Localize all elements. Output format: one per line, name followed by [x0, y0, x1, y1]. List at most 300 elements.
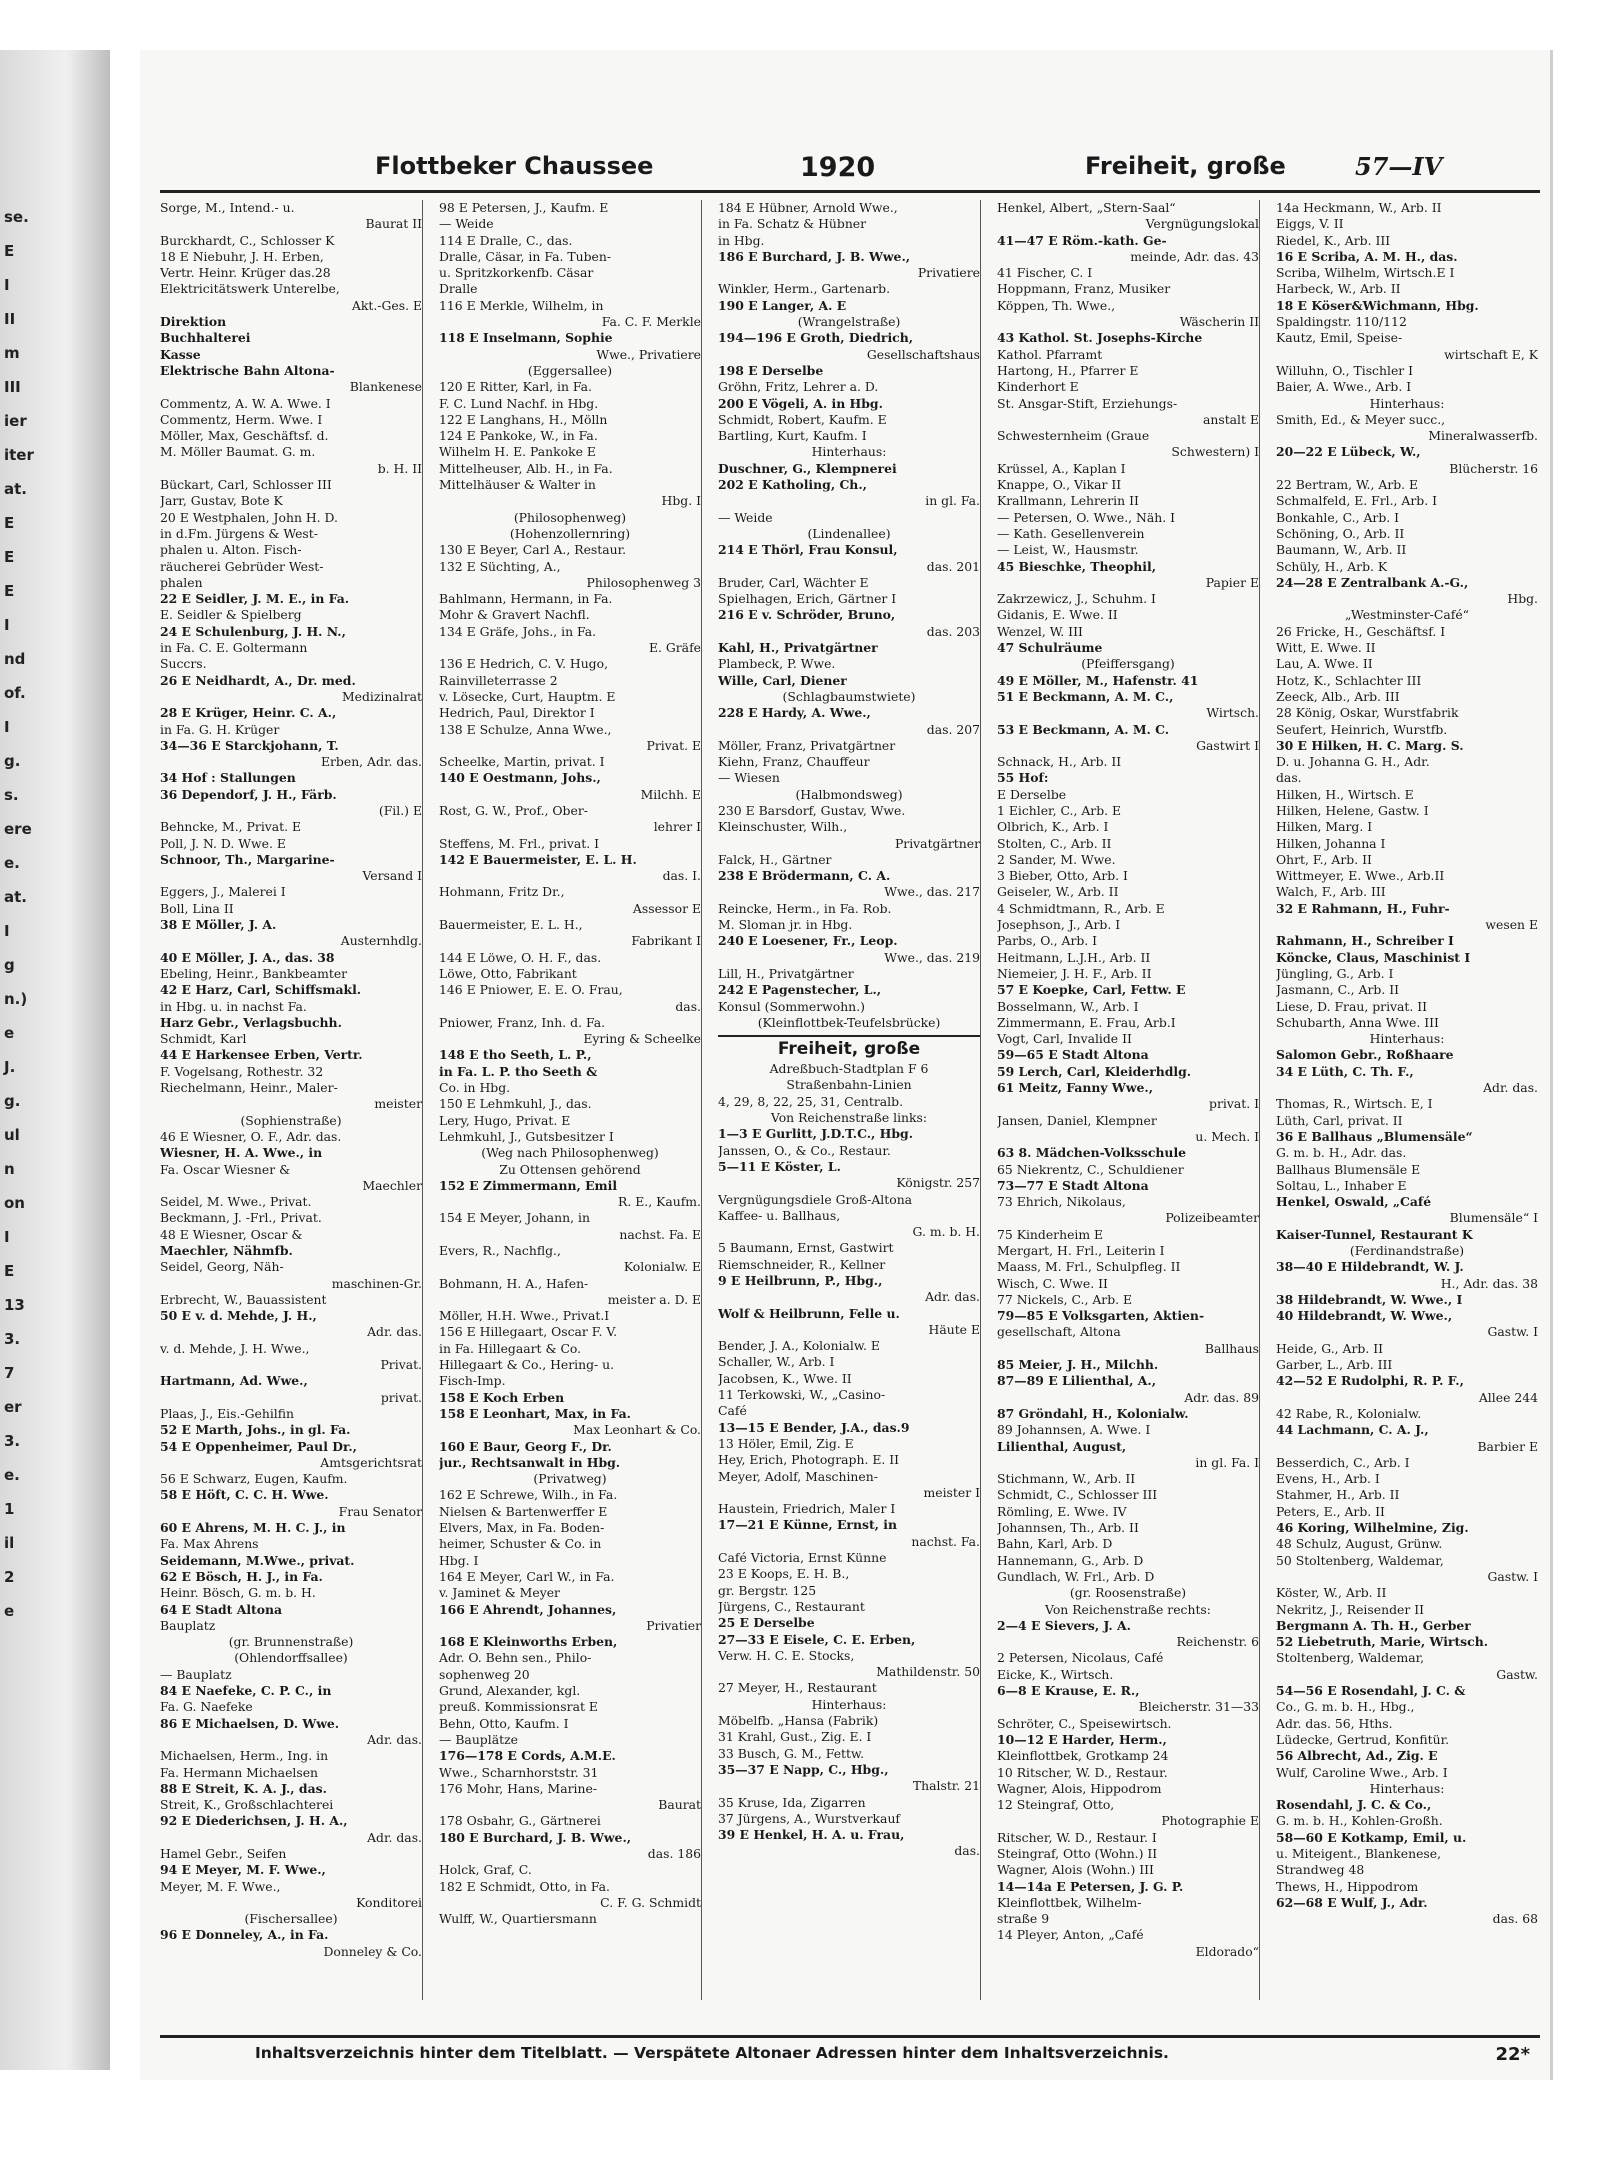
directory-line: 73—77 E Stadt Altona	[997, 1177, 1149, 1193]
directory-line: Geiseler, W., Arb. II	[997, 884, 1119, 900]
directory-line: Sorge, M., Intend.- u.	[160, 200, 295, 215]
directory-line: Blücherstr. 16	[1449, 460, 1538, 476]
directory-line: Thomas, R., Wirtsch. E, I	[1276, 1096, 1433, 1112]
gutter-fragment: 1	[4, 1500, 15, 1518]
directory-line: Schaller, W., Arb. I	[718, 1354, 835, 1370]
directory-line: 158 E Koch Erben	[439, 1389, 565, 1405]
directory-line: 162 E Schrewe, Wilh., in Fa.	[439, 1487, 618, 1503]
gutter-fragment: il	[4, 1534, 15, 1552]
directory-line: Kathol. Pfarramt	[997, 346, 1103, 362]
directory-line: 5 Baumann, Ernst, Gastwirt	[718, 1240, 894, 1256]
directory-line: — Bauplatz	[160, 1666, 232, 1682]
directory-line: 36 Dependorf, J. H., Färb.	[160, 786, 337, 802]
directory-line: 13 Höler, Emil, Zig. E	[718, 1435, 854, 1451]
directory-line: 114 E Dralle, C., das.	[439, 232, 573, 248]
directory-line: 10—12 E Harder, Herm.,	[997, 1731, 1167, 1747]
directory-line: Privat. E	[646, 737, 701, 753]
directory-line: 53 E Beckmann, A. M. C.	[997, 721, 1170, 737]
directory-line: — Weide	[718, 509, 773, 525]
directory-line: Wenzel, W. III	[997, 623, 1083, 639]
directory-line: 58 E Höft, C. C. H. Wwe.	[160, 1487, 329, 1503]
directory-line: Stahmer, H., Arb. II	[1276, 1487, 1400, 1503]
directory-line: Hinterhaus:	[1369, 395, 1445, 411]
directory-line: 20 E Westphalen, John H. D.	[160, 509, 338, 525]
directory-line: Milchh. E	[640, 786, 701, 802]
directory-line: 142 E Bauermeister, E. L. H.	[439, 851, 637, 867]
directory-line: Henkel, Albert, „Stern-Saal“	[997, 200, 1176, 215]
directory-line: 41—47 E Röm.-kath. Ge-	[997, 232, 1167, 248]
directory-line: Privatgärtner	[894, 835, 980, 851]
directory-line: (Wrangelstraße)	[797, 314, 901, 330]
directory-line: Verw. H. C. E. Stocks,	[718, 1647, 855, 1663]
directory-line: 22 E Seidler, J. M. E., in Fa.	[160, 591, 350, 607]
directory-line: 44 E Harkensee Erben, Vertr.	[160, 1047, 363, 1063]
directory-line: Schnack, H., Arb. II	[997, 754, 1122, 770]
directory-line: Hilken, Helene, Gastw. I	[1276, 802, 1429, 818]
gutter-fragment: on	[4, 1194, 25, 1212]
directory-line: in Fa. Hillegaart & Co.	[439, 1340, 582, 1356]
directory-line: räucherei Gebrüder West-	[160, 558, 324, 574]
directory-line: Barbier E	[1477, 1438, 1538, 1454]
directory-line: 38 Hildebrandt, W. Wwe., I	[1276, 1291, 1463, 1307]
directory-line: Hannemann, G., Arb. D	[997, 1552, 1144, 1568]
directory-line: 52 E Marth, Johs., in gl. Fa.	[160, 1422, 351, 1438]
directory-line: 58—60 E Kotkamp, Emil, u.	[1276, 1829, 1467, 1845]
directory-line: Bahn, Karl, Arb. D	[997, 1536, 1113, 1552]
directory-line: 50 Stoltenberg, Waldemar,	[1276, 1552, 1444, 1568]
directory-line: Riedel, K., Arb. III	[1276, 232, 1391, 248]
directory-line: (Weg nach Philosophenweg)	[481, 1145, 659, 1161]
directory-line: Blumensäle“ I	[1449, 1210, 1538, 1226]
directory-line: Stolten, C., Arb. II	[997, 835, 1112, 851]
directory-line: Hilken, H., Wirtsch. E	[1276, 786, 1414, 802]
directory-line: Hbg. I	[661, 493, 701, 509]
directory-line: Bergmann A. Th. H., Gerber	[1276, 1617, 1471, 1633]
directory-line: u. Mech. I	[1195, 1128, 1259, 1144]
directory-line: 86 E Michaelsen, D. Wwe.	[160, 1715, 340, 1731]
directory-line: (Halbmondsweg)	[795, 786, 903, 802]
directory-line: Heitmann, L.J.H., Arb. II	[997, 949, 1151, 965]
directory-line: Plambeck, P. Wwe.	[718, 656, 836, 672]
directory-line: 202 E Katholing, Ch.,	[718, 477, 867, 493]
directory-line: 136 E Hedrich, C. V. Hugo,	[439, 656, 609, 672]
directory-line: Seidel, M. Wwe., Privat.	[160, 1194, 312, 1210]
directory-line: 49 E Möller, M., Hafenstr. 41	[997, 672, 1199, 688]
directory-line: 62 E Bösch, H. J., in Fa.	[160, 1568, 323, 1584]
directory-line: Erben, Adr. das.	[320, 754, 422, 770]
directory-line: F. C. Lund Nachf. in Hbg.	[439, 395, 599, 411]
directory-line: Adr. das.	[367, 1829, 422, 1845]
directory-line: Elvers, Max, in Fa. Boden-	[439, 1520, 605, 1536]
directory-line: Köncke, Claus, Maschinist I	[1276, 949, 1471, 965]
directory-line: 42 E Harz, Carl, Schiffsmakl.	[160, 982, 362, 998]
directory-line: Walch, F., Arb. III	[1276, 884, 1386, 900]
directory-line: 45 Bieschke, Theophil,	[997, 558, 1157, 574]
directory-line: Schröter, C., Speisewirtsch.	[997, 1715, 1172, 1731]
directory-line: 26 E Neidhardt, A., Dr. med.	[160, 672, 356, 688]
directory-line: 57 E Koepke, Carl, Fettw. E	[997, 982, 1186, 998]
directory-line: 190 E Langer, A. E	[718, 297, 847, 313]
directory-line: 94 E Meyer, M. F. Wwe.,	[160, 1862, 326, 1878]
directory-line: Bohmann, H. A., Hafen-	[439, 1275, 589, 1291]
directory-line: Maechler, Nähmfb.	[160, 1243, 293, 1258]
directory-line: Witt, E. Wwe. II	[1276, 640, 1376, 656]
directory-line: — Petersen, O. Wwe., Näh. I	[997, 509, 1176, 525]
directory-line: sophenweg 20	[439, 1666, 530, 1682]
directory-line: Baumann, W., Arb. II	[1276, 542, 1407, 558]
directory-line: Eicke, K., Wirtsch.	[997, 1666, 1114, 1682]
directory-line: 1 Eichler, C., Arb. E	[997, 802, 1122, 818]
directory-line: Gastw. I	[1487, 1324, 1538, 1340]
directory-line: Schwestern) I	[1171, 444, 1259, 460]
directory-line: 65 Niekrentz, C., Schuldiener	[997, 1161, 1184, 1177]
directory-line: 42—52 E Rudolphi, R. P. F.,	[1276, 1373, 1464, 1389]
directory-line: 148 E tho Seeth, L. P.,	[439, 1047, 592, 1063]
directory-line: Möller, Max, Geschäftsf. d.	[160, 428, 329, 444]
directory-line: Adr. das.	[1483, 1080, 1538, 1096]
directory-line: 150 E Lehmkuhl, J., das.	[439, 1096, 592, 1112]
directory-line: Hedrich, Paul, Direktor I	[439, 705, 595, 721]
header-year: 1920	[800, 152, 876, 183]
directory-line: 64 E Stadt Altona	[160, 1601, 283, 1617]
gutter-fragment: III	[4, 378, 21, 396]
directory-line: Hbg. I	[439, 1552, 479, 1568]
directory-line: Bosselmann, W., Arb. I	[997, 998, 1139, 1014]
directory-line: Adr. das.	[367, 1731, 422, 1747]
directory-line: 89 Johannsen, A. Wwe. I	[997, 1422, 1151, 1438]
directory-line: Privatier	[646, 1617, 701, 1633]
directory-line: 132 E Süchting, A.,	[439, 558, 561, 574]
gutter-fragment: I	[4, 1228, 10, 1246]
directory-line: 55 Hof:	[997, 770, 1049, 786]
directory-line: 230 E Barsdorf, Gustav, Wwe.	[718, 802, 906, 818]
directory-line: Kaffee- u. Ballhaus,	[718, 1207, 841, 1223]
directory-line: 75 Kinderheim E	[997, 1226, 1104, 1242]
directory-line: 2 Petersen, Nicolaus, Café	[997, 1650, 1164, 1666]
directory-line: Kaiser-Tunnel, Restaurant K	[1276, 1226, 1473, 1242]
directory-line: Schubarth, Anna Wwe. III	[1276, 1014, 1439, 1030]
directory-line: Privatiere	[917, 265, 980, 281]
directory-line: Kleinflottbek, Wilhelm-	[997, 1894, 1142, 1910]
directory-line: Ballhaus	[1204, 1340, 1259, 1356]
directory-line: (Eggersallee)	[527, 362, 613, 378]
section-heading: Freiheit, große	[718, 1035, 980, 1061]
directory-line: Fisch-Imp.	[439, 1373, 506, 1389]
directory-line: Maechler	[362, 1177, 422, 1193]
directory-line: Von Reichenstraße links:	[770, 1110, 928, 1126]
directory-line: Max Leonhart & Co.	[573, 1422, 701, 1438]
directory-line: Jüngling, G., Arb. I	[1276, 965, 1394, 981]
directory-line: Möbelfb. „Hansa (Fabrik)	[718, 1713, 879, 1729]
directory-line: Willuhn, O., Tischler I	[1276, 362, 1414, 378]
directory-line: Gastw.	[1496, 1666, 1538, 1682]
gutter-fragment: ere	[4, 820, 32, 838]
directory-line: Smith, Ed., & Meyer succ.,	[1276, 411, 1446, 427]
gutter-fragment: e	[4, 1602, 15, 1620]
directory-line: Lill, H., Privatgärtner	[718, 965, 854, 981]
directory-line: St. Ansgar-Stift, Erziehungs-	[997, 395, 1178, 411]
directory-line: Thews, H., Hippodrom	[1276, 1878, 1419, 1894]
directory-line: Peters, E., Arb. II	[1276, 1503, 1385, 1519]
directory-line: Commentz, A. W. A. Wwe. I	[160, 395, 331, 411]
directory-line: 2—4 E Sievers, J. A.	[997, 1617, 1131, 1633]
directory-line: Eiggs, V. II	[1276, 216, 1344, 232]
directory-line: Café Victoria, Ernst Künne	[718, 1550, 887, 1566]
gutter-fragment: ier	[4, 412, 27, 430]
directory-line: 41 Fischer, C. I	[997, 265, 1093, 281]
directory-line: 38—40 E Hildebrandt, W. J.	[1276, 1259, 1464, 1275]
directory-line: Bartling, Kurt, Kaufm. I	[718, 428, 867, 444]
gutter-fragment: of.	[4, 684, 26, 702]
directory-line: Hartmann, Ad. Wwe.,	[160, 1373, 308, 1389]
directory-line: Parbs, O., Arb. I	[997, 933, 1098, 949]
directory-line: Scriba, Wilhelm, Wirtsch.E I	[1276, 265, 1455, 281]
directory-line: Heide, G., Arb. II	[1276, 1340, 1383, 1356]
directory-line: Römling, E. Wwe. IV	[997, 1503, 1127, 1519]
directory-line: H., Adr. das. 38	[1440, 1275, 1538, 1291]
directory-line: Strandweg 48	[1276, 1862, 1365, 1878]
directory-line: das.	[1276, 770, 1302, 786]
directory-line: — Weide	[439, 216, 494, 232]
directory-line: u. Miteigent., Blankenese,	[1276, 1845, 1442, 1861]
directory-line: Adr. das. 89	[1184, 1389, 1259, 1405]
directory-line: 59—65 E Stadt Altona	[997, 1047, 1149, 1063]
gutter-fragment: J.	[4, 1058, 16, 1076]
directory-line: Wulff, W., Quartiersmann	[439, 1911, 597, 1927]
directory-line: Eldorado“	[1195, 1943, 1259, 1959]
directory-line: Möller, Franz, Privatgärtner	[718, 737, 896, 753]
directory-line: — Leist, W., Hausmstr.	[997, 542, 1139, 558]
directory-line: Johannsen, Th., Arb. II	[997, 1520, 1139, 1536]
directory-line: 25 E Derselbe	[718, 1615, 815, 1631]
directory-line: Wolf & Heilbrunn, Felle u.	[718, 1305, 900, 1321]
directory-line: Hohmann, Fritz Dr.,	[439, 884, 565, 900]
directory-line: 36 E Ballhaus „Blumensäle“	[1276, 1128, 1473, 1144]
directory-line: Wulf, Caroline Wwe., Arb. I	[1276, 1764, 1448, 1780]
directory-line: 50 E v. d. Mehde, J. H.,	[160, 1308, 317, 1324]
directory-line: 60 E Ahrens, M. H. C. J., in	[160, 1520, 346, 1536]
directory-line: Fa. G. Naefeke	[160, 1699, 253, 1715]
directory-line: Ballhaus Blumensäle E	[1276, 1161, 1421, 1177]
directory-line: 26 Fricke, H., Geschäftsf. I	[1276, 623, 1446, 639]
directory-line: 51 E Beckmann, A. M. C.,	[997, 688, 1174, 704]
directory-line: v. Lösecke, Curt, Hauptm. E	[439, 688, 616, 704]
directory-line: Ebeling, Heinr., Bankbeamter	[160, 965, 348, 981]
directory-line: 77 Nickels, C., Arb. E	[997, 1291, 1133, 1307]
directory-line: Falck, H., Gärtner	[718, 851, 832, 867]
directory-line: Akt.-Ges. E	[351, 297, 422, 313]
directory-line: Hinterhaus:	[811, 1696, 887, 1712]
page-header	[160, 140, 1540, 193]
directory-line: 166 E Ahrendt, Johannes,	[439, 1601, 617, 1617]
directory-line: Co. in Hbg.	[439, 1080, 511, 1096]
directory-line: 40 Hildebrandt, W. Wwe.,	[1276, 1308, 1453, 1324]
directory-line: 61 Meitz, Fanny Wwe.,	[997, 1080, 1154, 1096]
directory-line: „Westminster-Café“	[1345, 607, 1469, 623]
directory-line: Lery, Hugo, Privat. E	[439, 1112, 571, 1128]
directory-line: Maass, M. Frl., Schulpfleg. II	[997, 1259, 1181, 1275]
directory-line: Löwe, Otto, Fabrikant	[439, 965, 577, 981]
gutter-fragment: e	[4, 1024, 15, 1042]
directory-line: das.	[675, 998, 701, 1014]
directory-line: Wisch, C. Wwe. II	[997, 1275, 1108, 1291]
directory-line: Ritscher, W. D., Restaur. I	[997, 1829, 1157, 1845]
directory-line: Medizinalrat	[341, 688, 422, 704]
directory-line: 182 E Schmidt, Otto, in Fa.	[439, 1878, 610, 1894]
directory-line: Commentz, Herm. Wwe. I	[160, 411, 323, 427]
directory-line: Schwesternheim (Graue	[997, 428, 1150, 444]
directory-line: (Sophienstraße)	[240, 1112, 342, 1128]
directory-line: Adr. O. Behn sen., Philo-	[439, 1650, 592, 1666]
directory-line: Pniower, Franz, Inh. d. Fa.	[439, 1014, 606, 1030]
directory-line: Kahl, H., Privatgärtner	[718, 640, 878, 656]
directory-line: 59 Lerch, Carl, Kleiderhdlg.	[997, 1063, 1192, 1079]
directory-line: Fa. Oscar Wiesner &	[160, 1161, 291, 1177]
directory-line: Henkel, Oswald, „Café	[1276, 1194, 1432, 1210]
directory-line: 35 Kruse, Ida, Zigarren	[718, 1794, 866, 1810]
directory-line: Wwe., das. 219	[884, 949, 980, 965]
directory-line: Straßenbahn-Linien	[786, 1077, 912, 1093]
directory-line: in Fa. L. P. tho Seeth &	[439, 1063, 598, 1079]
directory-line: 214 E Thörl, Frau Konsul,	[718, 542, 898, 558]
directory-line: Evens, H., Arb. I	[1276, 1471, 1380, 1487]
header-street-left: Flottbeker Chaussee	[375, 152, 654, 180]
directory-line: Reincke, Herm., in Fa. Rob.	[718, 900, 892, 916]
directory-line: G. m. b. H.	[912, 1224, 980, 1240]
directory-line: Allee 244	[1478, 1389, 1538, 1405]
directory-page	[140, 50, 1553, 2080]
directory-line: Wagner, Alois, Hippodrom	[997, 1780, 1162, 1796]
directory-line: Seufert, Heinrich, Wurstfb.	[1276, 721, 1448, 737]
directory-line: 47 Schulräume	[997, 640, 1103, 656]
directory-line: Bonkahle, C., Arb. I	[1276, 509, 1400, 525]
directory-line: 98 E Petersen, J., Kaufm. E	[439, 200, 609, 215]
directory-line: Josephson, J., Arb. I	[997, 917, 1121, 933]
directory-line: Mathildenstr. 50	[876, 1664, 980, 1680]
directory-line: 168 E Kleinworths Erben,	[439, 1634, 618, 1650]
directory-line: Thalstr. 21	[912, 1778, 980, 1794]
directory-line: 178 Osbahr, G., Gärtnerei	[439, 1813, 601, 1829]
directory-line: Michaelsen, Herm., Ing. in	[160, 1748, 329, 1764]
column-4	[997, 200, 1260, 2000]
directory-line: Jansen, Daniel, Klempner	[997, 1112, 1157, 1128]
directory-line: 2 Sander, M. Wwe.	[997, 851, 1116, 867]
directory-line: 54 E Oppenheimer, Paul Dr.,	[160, 1438, 357, 1454]
directory-line: 20—22 E Lübeck, W.,	[1276, 444, 1421, 460]
directory-columns	[160, 200, 1540, 2000]
directory-line: Direktion	[160, 314, 227, 330]
directory-line: G. m. b. H., Adr. das.	[1276, 1145, 1407, 1161]
directory-line: 154 E Meyer, Johann, in	[439, 1210, 590, 1226]
directory-line: E. Gräfe	[648, 640, 701, 656]
directory-line: 13—15 E Bender, J.A., das.9	[718, 1419, 910, 1435]
directory-line: Mineralwasserfb.	[1428, 428, 1538, 444]
directory-line: 84 E Naefeke, C. P. C., in	[160, 1683, 332, 1699]
directory-line: Reichenstr. 6	[1176, 1634, 1259, 1650]
directory-line: 56 E Schwarz, Eugen, Kaufm.	[160, 1471, 348, 1487]
directory-line: Hinterhaus:	[811, 444, 887, 460]
directory-line: 144 E Löwe, O. H. F., das.	[439, 949, 602, 965]
directory-line: Lilienthal, August,	[997, 1438, 1127, 1454]
directory-line: Mohr & Gravert Nachfl.	[439, 607, 590, 623]
directory-line: Wwe., Scharnhorststr. 31	[439, 1764, 599, 1780]
directory-line: wesen E	[1485, 917, 1538, 933]
directory-line: 3 Bieber, Otto, Arb. I	[997, 868, 1128, 884]
directory-line: 14—14a E Petersen, J. G. P.	[997, 1878, 1184, 1894]
directory-line: 17—21 E Künne, Ernst, in	[718, 1517, 898, 1533]
directory-line: 140 E Oestmann, Johs.,	[439, 770, 601, 786]
directory-line: Soltau, L., Inhaber E	[1276, 1177, 1407, 1193]
directory-line: 24 E Schulenburg, J. H. N.,	[160, 623, 346, 639]
directory-line: (Fil.) E	[378, 802, 422, 818]
directory-line: Niemeier, J. H. F., Arb. II	[997, 965, 1152, 981]
gutter-fragment: s.	[4, 786, 19, 804]
directory-line: meister	[374, 1096, 422, 1112]
directory-line: Co., G. m. b. H., Hbg.,	[1276, 1699, 1415, 1715]
directory-line: Wäscherin II	[1179, 314, 1259, 330]
directory-line: Grund, Alexander, kgl.	[439, 1683, 581, 1699]
directory-line: Hotz, K., Schlachter III	[1276, 672, 1422, 688]
directory-line: gesellschaft, Altona	[997, 1324, 1121, 1340]
directory-line: Streit, K., Großschlachterei	[160, 1797, 334, 1813]
directory-line: Riemschneider, R., Kellner	[718, 1256, 886, 1272]
directory-line: phalen	[160, 574, 203, 590]
directory-line: Austernhdlg.	[340, 933, 422, 949]
directory-line: 30 E Hilken, H. C. Marg. S.	[1276, 737, 1464, 753]
directory-line: 92 E Diederichsen, J. H. A.,	[160, 1813, 348, 1829]
directory-line: Bauermeister, E. L. H.,	[439, 917, 583, 933]
directory-line: Haustein, Friedrich, Maler I	[718, 1501, 896, 1517]
directory-line: Stichmann, W., Arb. II	[997, 1471, 1136, 1487]
directory-line: Wirtsch.	[1206, 705, 1259, 721]
directory-line: meister I	[923, 1484, 980, 1500]
column-5	[1276, 200, 1538, 2000]
directory-line: (Philosophenweg)	[513, 509, 627, 525]
page-footer	[160, 2035, 1540, 2068]
directory-line: — Kath. Gesellenverein	[997, 525, 1145, 541]
directory-line: (Lindenallee)	[807, 525, 891, 541]
directory-line: 27 Meyer, H., Restaurant	[718, 1680, 877, 1696]
directory-line: Hoppmann, Franz, Musiker	[997, 281, 1171, 297]
directory-line: 242 E Pagenstecher, L.,	[718, 982, 882, 998]
directory-line: Bleicherstr. 31—33	[1138, 1699, 1259, 1715]
directory-line: 39 E Henkel, H. A. u. Frau,	[718, 1827, 905, 1843]
directory-line: Behncke, M., Privat. E	[160, 819, 302, 835]
directory-line: 28 König, Oskar, Wurstfabrik	[1276, 705, 1459, 721]
directory-line: Jarr, Gustav, Bote K	[160, 493, 283, 509]
directory-line: Hilken, Johanna I	[1276, 835, 1386, 851]
gutter-fragment: iter	[4, 446, 34, 464]
directory-line: Schmidt, C., Schlosser III	[997, 1487, 1158, 1503]
directory-line: Papier E	[1205, 574, 1259, 590]
directory-line: Schüly, H., Arb. K	[1276, 558, 1388, 574]
directory-line: 52 Liebetruth, Marie, Wirtsch.	[1276, 1634, 1489, 1650]
directory-line: Rosendahl, J. C. & Co.,	[1276, 1797, 1432, 1813]
directory-line: 186 E Burchard, J. B. Wwe.,	[718, 248, 911, 264]
directory-line: Steffens, M. Frl., privat. I	[439, 835, 599, 851]
directory-line: Behn, Otto, Kaufm. I	[439, 1715, 569, 1731]
directory-line: Baier, A. Wwe., Arb. I	[1276, 379, 1412, 395]
directory-line: Rainvilleterrasse 2	[439, 672, 558, 688]
gutter-fragment: g.	[4, 1092, 21, 1110]
directory-line: das. I.	[662, 868, 701, 884]
directory-line: 124 E Pankoke, W., in Fa.	[439, 428, 598, 444]
directory-line: Blankenese	[349, 379, 422, 395]
directory-line: Dralle	[439, 281, 478, 297]
directory-line: 22 Bertram, W., Arb. E	[1276, 477, 1419, 493]
directory-line: Zu Ottensen gehörend	[499, 1161, 641, 1177]
directory-line: Vogt, Carl, Invalide II	[997, 1031, 1132, 1047]
